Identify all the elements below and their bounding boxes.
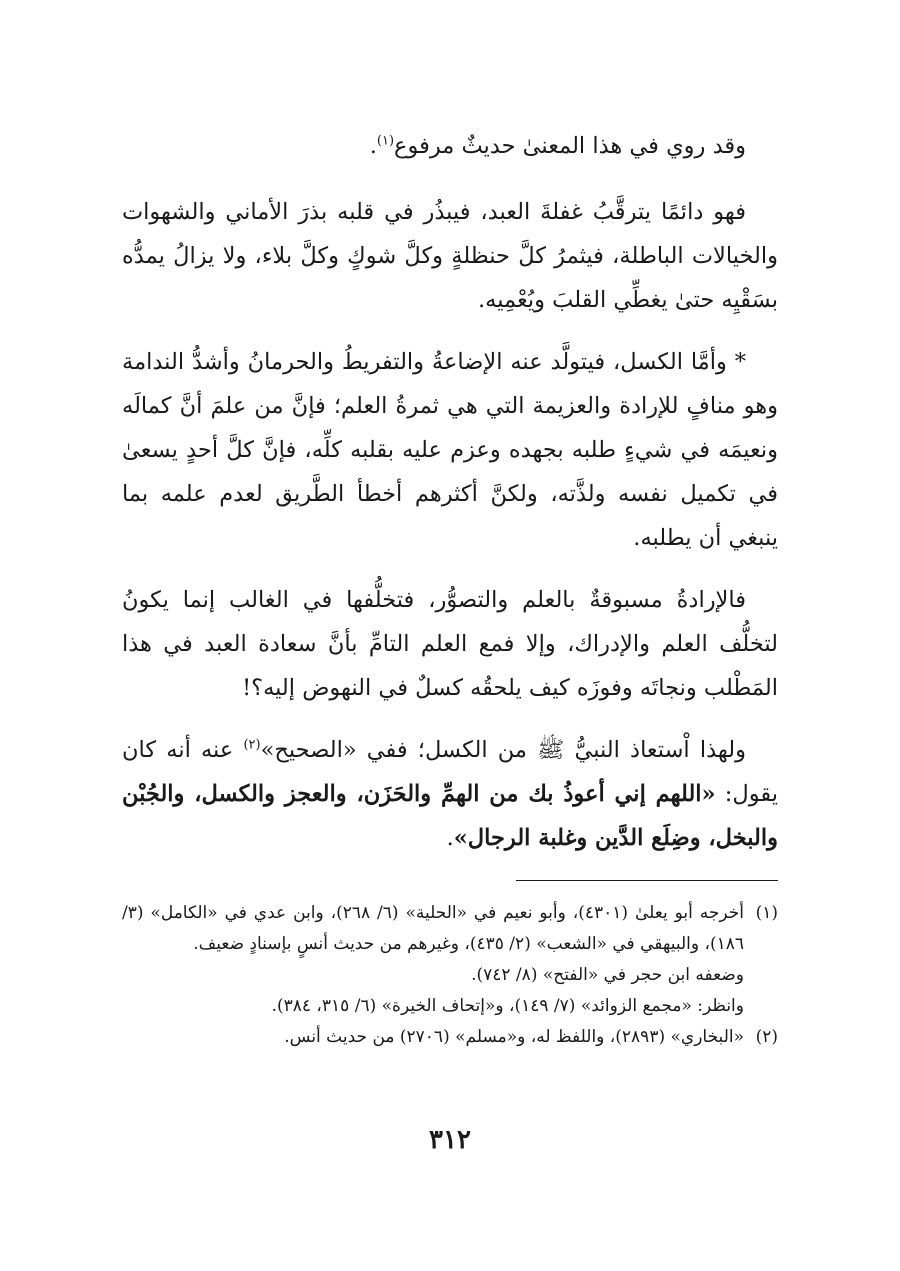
footnote-line: أخرجه أبو يعلىٰ (٤٣٠١)، وأبو نعيم في «الحلية» (٦/ ٢٦٨)، وابن عدي في «الكامل» (٣/ ١٨٦)، والبيهقي في «الشعب» (٢/ ٤٣٥)، وغيرهم من حديث أنسٍ بإسنادٍ ضعيف. bbox=[122, 903, 744, 954]
footnote-ref-2[interactable]: (٢) bbox=[243, 737, 261, 753]
footnote-body bbox=[122, 898, 744, 1022]
footnote-number: (٢) bbox=[755, 1027, 778, 1047]
paragraph-1-text: وقد روي في هذا المعنىٰ حديثٌ مرفوع bbox=[394, 133, 746, 159]
footnote-line: وانظر: «مجمع الزوائد» (٧/ ١٤٩)، و«إتحاف الخيرة» (٦/ ٣١٥، ٣٨٤). bbox=[271, 996, 744, 1016]
paragraph-5-end: . bbox=[446, 825, 454, 851]
footnote-body bbox=[122, 1022, 744, 1053]
paragraph-2: فهو دائمًا يترقَّبُ غفلةَ العبد، فيبذُر في قلبه بذرَ الأماني والشهوات والخيالات الباطلة، فيثمرُ كلَّ حنظلةٍ وكلَّ شوكٍ وكلَّ بلاء، ولا يزالُ يمدُّه بسَقْيِه حتىٰ يغطِّي القلبَ ويُعْمِيه. bbox=[122, 199, 778, 313]
paragraph-5 bbox=[122, 728, 778, 860]
footnote-2 bbox=[122, 1022, 778, 1053]
paragraph-1-end: . bbox=[369, 133, 377, 159]
paragraph-3: * وأمَّا الكسل، فيتولَّد عنه الإضاعةُ والتفريطُ والحرمانُ وأشدُّ الندامة وهو منافٍ للإرادة والعزيمة التي هي ثمرةُ العلم؛ فإنَّ من علمَ أنَّ كمالَه ونعيمَه في شيءٍ طلبه بجهده وعزم عليه بقلبه كلِّه، فإنَّ كلَّ أحدٍ يسعىٰ في تكميل نفسه ولذَّته، ولكنَّ أكثرهم أخطأ الطَّريق لعدم علمه بما ينبغي أن يطلبه. bbox=[122, 349, 778, 551]
footnote-line: وضعفه ابن حجر في «الفتح» (٨/ ٧٤٢). bbox=[471, 965, 744, 985]
footnote-1 bbox=[122, 898, 778, 1022]
main-text bbox=[122, 124, 778, 878]
footnote-number: (١) bbox=[755, 903, 778, 923]
footnote-separator bbox=[516, 880, 778, 881]
footnote-ref-1[interactable]: (١) bbox=[376, 133, 395, 149]
footnote-line: «البخاري» (٢٨٩٣)، واللفظ له، و«مسلم» (٢٧٠٦) من حديث أنس. bbox=[284, 1027, 744, 1047]
paragraph-5-text-a: ولهذا اْستعاذ النبيُّ ﷺ من الكسل؛ ففي «الصحيح» bbox=[260, 737, 746, 763]
page-number: ٣١٢ bbox=[429, 1125, 471, 1155]
paragraph-4: فالإرادةُ مسبوقةٌ بالعلم والتصوُّر، فتخلُّفها في الغالب إنما يكونُ لتخلُّف العلم والإدراك، وإلا فمع العلم التامِّ بأنَّ سعادة العبد في هذا المَطْلب ونجاتَه وفوزَه كيف يلحقُه كسلٌ في النهوض إليه؟! bbox=[122, 587, 778, 701]
paragraph-5-text-b: عنه أنه كان يقول: bbox=[122, 737, 778, 807]
hadith-quote: «اللهم إني أعوذُ بك من الهمِّ والحَزَن، والعجز والكسل، والجُبْن والبخل، وضِلَع الدَّين وغلبة الرجال» bbox=[122, 781, 778, 851]
book-page bbox=[122, 0, 778, 1271]
footnotes bbox=[122, 898, 778, 1053]
paragraph-1 bbox=[122, 124, 778, 168]
